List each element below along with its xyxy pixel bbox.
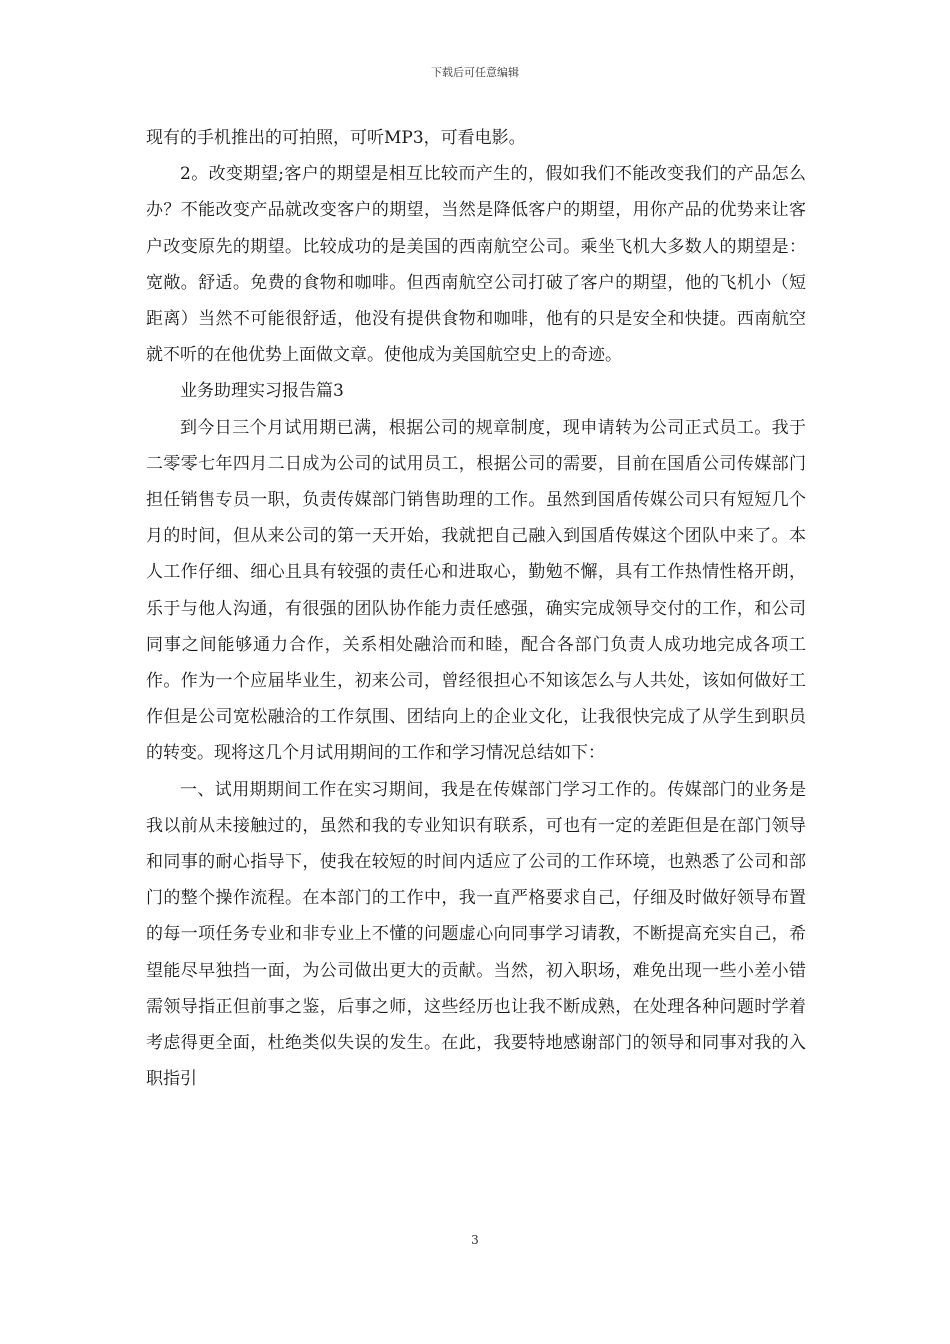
page-footer [0, 1233, 950, 1247]
header-text: 下载后可任意编辑 [431, 66, 519, 79]
paragraph-probation-work: 一、试用期期间工作在实习期间，我是在传媒部门学习工作的。传媒部门的业务是我以前从未接触过的，虽然和我的专业知识有联系，可也有一定的差距但是在部门领导和同事的耐心指导下，使我在较短的时间内适应了公司的工作环境，也熟悉了公司和部门的整个操作流程。在本部门的工作中，我一直严格要求自己，仔细及时做好领导布置的每一项任务专业和非专业上不懂的问题虚心向同事学习请教，不断提高充实自己，希望能尽早独挡一面，为公司做出更大的贡献。当然，初入职场，难免出现一些小差小错需领导指正但前事之鉴，后事之师，这些经历也让我不断成熟，在处理各种问题时学着考虑得更全面，杜绝类似失误的发生。在此，我要特地感谢部门的领导和同事对我的入职指引 [146, 779, 806, 1090]
paragraph-continuation: 现有的手机推出的可拍照，可听MP3，可看电影。 [146, 128, 526, 148]
page-number: 3 [471, 1233, 479, 1247]
paragraph-change-expectation: 2。改变期望;客户的期望是相互比较而产生的，假如我们不能改变我们的产品怎么办？不能改变产品就改变客户的期望，当然是降低客户的期望，用你产品的优势来让客户改变原先的期望。比较成功的是美国的西南航空公司。乘坐飞机大多数人的期望是：宽敞。舒适。免费的食物和咖啡。但西南航空公司打破了客户的期望，他的飞机小（短距离）当然不可能很舒适，他没有提供食物和咖啡，他有的只是安全和快捷。西南航空就不听的在他优势上面做文章。使他成为美国航空史上的奇迹。 [146, 164, 806, 366]
document-body [146, 120, 806, 1097]
paragraph-probation-intro: 到今日三个月试用期已满，根据公司的规章制度，现申请转为公司正式员工。我于二零零七年四月二日成为公司的试用员工，根据公司的需要，目前在国盾公司传媒部门担任销售专员一职，负责传媒部门销售助理的工作。虽然到国盾传媒公司只有短短几个月的时间，但从来公司的第一天开始，我就把自己融入到国盾传媒这个团队中来了。本人工作仔细、细心且具有较强的责任心和进取心，勤勉不懈，具有工作热情性格开朗，乐于与他人沟通，有很强的团队协作能力责任感强，确实完成领导交付的工作，和公司同事之间能够通力合作，关系相处融洽而和睦，配合各部门负责人成功地完成各项工作。作为一个应届毕业生，初来公司，曾经很担心不知该怎么与人共处，该如何做好工作但是公司宽松融洽的工作氛围、团结向上的企业文化，让我很快完成了从学生到职员的转变。现将这几个月试用期间的工作和学习情况总结如下： [146, 417, 806, 764]
section-heading: 业务助理实习报告篇3 [180, 381, 344, 402]
page-header [0, 66, 950, 80]
